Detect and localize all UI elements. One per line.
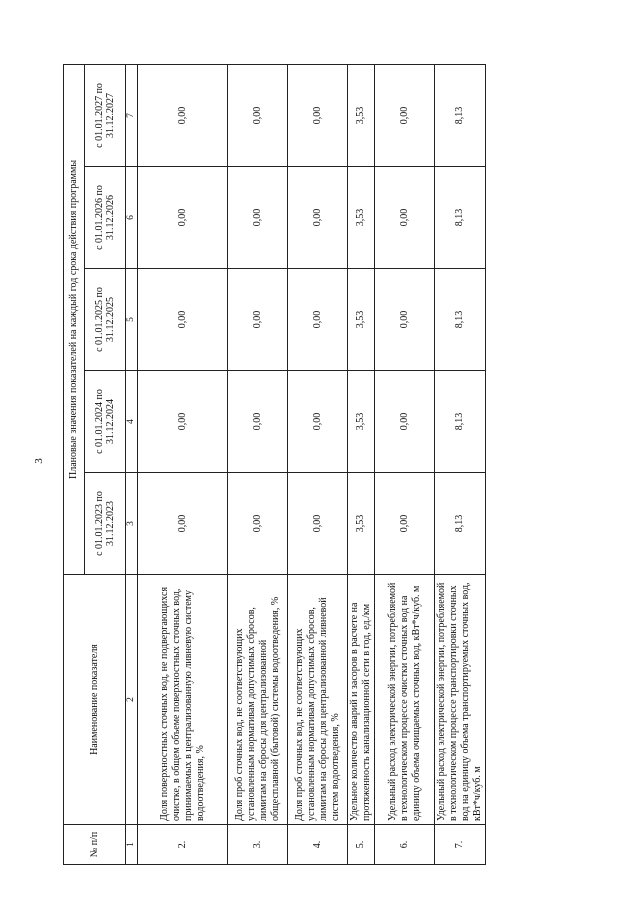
value-2023: 3,53 bbox=[348, 473, 375, 575]
value-2026: 3,53 bbox=[348, 167, 375, 269]
indicators-table bbox=[63, 64, 486, 865]
header-period-2025: с 01.01.2025 по 31.12.2025 bbox=[85, 269, 126, 371]
value-2024: 8,13 bbox=[435, 371, 486, 473]
column-number: 7 bbox=[126, 64, 138, 166]
table-header bbox=[64, 64, 138, 864]
table-row bbox=[138, 64, 228, 864]
value-2024: 0,00 bbox=[138, 371, 228, 473]
value-2025: 0,00 bbox=[375, 269, 435, 371]
column-number: 2 bbox=[126, 575, 138, 825]
value-2023: 0,00 bbox=[375, 473, 435, 575]
value-2026: 0,00 bbox=[375, 167, 435, 269]
table-row bbox=[228, 64, 288, 864]
table-row bbox=[348, 64, 375, 864]
header-name: Наименование показателя bbox=[64, 575, 126, 825]
value-2026: 0,00 bbox=[288, 167, 348, 269]
value-2027: 0,00 bbox=[228, 64, 288, 166]
value-2026: 8,13 bbox=[435, 167, 486, 269]
value-2025: 8,13 bbox=[435, 269, 486, 371]
header-period-2023: с 01.01.2023 по 31.12.2023 bbox=[85, 473, 126, 575]
indicator-name: Удельный расход электрической энергии, потребляемой в технологическом процессе очистки сточных вод на единицу объема очищаемых сточных вод, кВт*ч/куб. м bbox=[375, 575, 435, 825]
row-number: 3. bbox=[228, 825, 288, 865]
indicator-name: Доля проб сточных вод, не соответствующих установленным нормативам допустимых сбросов, лимитам на сбросы для централизованной общесплавной (бытовой) системы водоотведения, % bbox=[228, 575, 288, 825]
value-2023: 0,00 bbox=[138, 473, 228, 575]
indicator-name: Удельный расход электрической энергии, потребляемой в технологическом процессе транспортировки сточных вод на единицу объема транспортируемых сточных вод, кВт*ч/куб. м bbox=[435, 575, 486, 825]
value-2024: 0,00 bbox=[375, 371, 435, 473]
value-2023: 0,00 bbox=[288, 473, 348, 575]
table-row bbox=[288, 64, 348, 864]
value-2027: 0,00 bbox=[375, 64, 435, 166]
value-2024: 0,00 bbox=[228, 371, 288, 473]
header-period-2026: с 01.01.2026 по 31.12.2026 bbox=[85, 167, 126, 269]
value-2023: 8,13 bbox=[435, 473, 486, 575]
row-number: 6. bbox=[375, 825, 435, 865]
value-2023: 0,00 bbox=[228, 473, 288, 575]
table-body bbox=[138, 64, 486, 864]
value-2025: 3,53 bbox=[348, 269, 375, 371]
value-2027: 3,53 bbox=[348, 64, 375, 166]
column-number: 1 bbox=[126, 825, 138, 865]
indicator-name: Доля проб сточных вод, не соответствующих установленным нормативам допустимых сбросов, лимитам на сбросы для централизованной ливневой систем водоотведения, % bbox=[288, 575, 348, 825]
table-row bbox=[435, 64, 486, 864]
column-number: 6 bbox=[126, 167, 138, 269]
header-period-2027: с 01.01.2027 по 31.12.2027 bbox=[85, 64, 126, 166]
table-rotation-wrapper bbox=[63, 65, 484, 865]
table-row bbox=[375, 64, 435, 864]
indicator-name: Удельное количество аварий и засоров в расчете на протяженность канализационной сети в год, ед./км bbox=[348, 575, 375, 825]
row-number: 5. bbox=[348, 825, 375, 865]
row-number: 4. bbox=[288, 825, 348, 865]
value-2026: 0,00 bbox=[228, 167, 288, 269]
value-2027: 0,00 bbox=[138, 64, 228, 166]
page-number: 3 bbox=[32, 458, 45, 464]
row-number: 2. bbox=[138, 825, 228, 865]
rotated-table-area bbox=[63, 65, 484, 865]
value-2024: 0,00 bbox=[288, 371, 348, 473]
value-2026: 0,00 bbox=[138, 167, 228, 269]
column-number: 5 bbox=[126, 269, 138, 371]
header-num: № п/п bbox=[64, 825, 126, 865]
column-number: 4 bbox=[126, 371, 138, 473]
column-number: 3 bbox=[126, 473, 138, 575]
value-2027: 0,00 bbox=[288, 64, 348, 166]
indicator-name: Доля поверхностных сточных вод, не подвергающихся очистке, в общем объеме поверхностных сточных вод, принимаемых в централизованную ливневую систему водоотведения, % bbox=[138, 575, 228, 825]
value-2024: 3,53 bbox=[348, 371, 375, 473]
value-2025: 0,00 bbox=[228, 269, 288, 371]
value-2027: 8,13 bbox=[435, 64, 486, 166]
header-planned: Плановые значения показателей на каждый год срока действия программы bbox=[64, 64, 85, 574]
value-2025: 0,00 bbox=[288, 269, 348, 371]
row-number: 7. bbox=[435, 825, 486, 865]
value-2025: 0,00 bbox=[138, 269, 228, 371]
header-period-2024: с 01.01.2024 по 31.12.2024 bbox=[85, 371, 126, 473]
